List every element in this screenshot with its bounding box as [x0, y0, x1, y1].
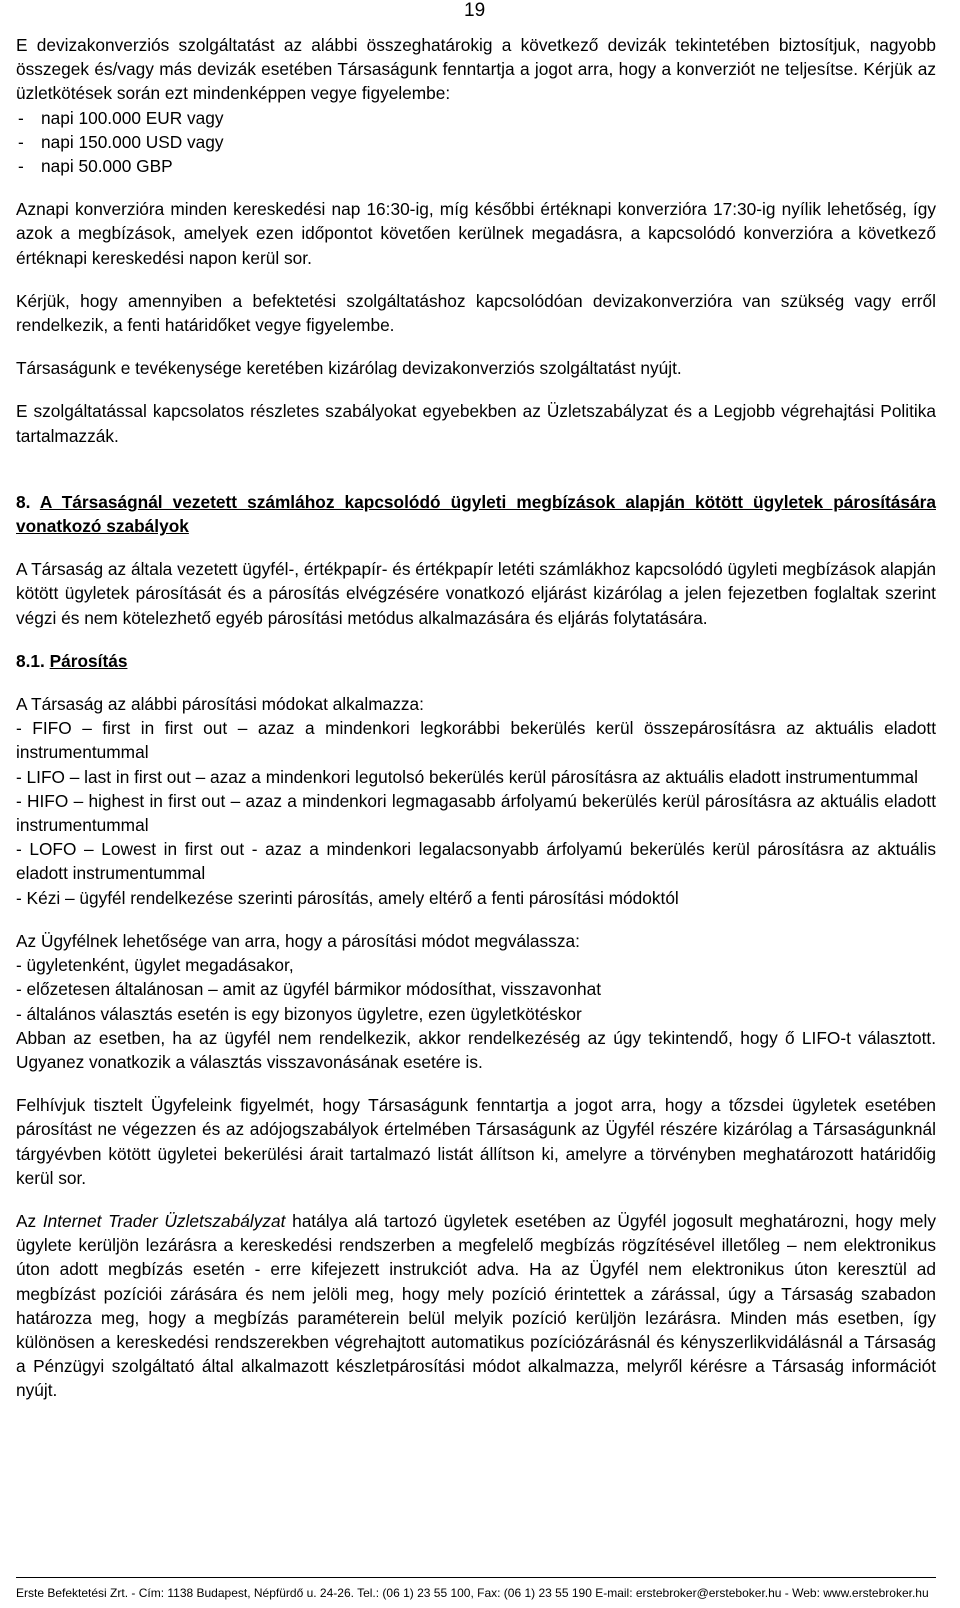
page-number: 19 [464, 0, 486, 21]
list-item: - napi 150.000 USD vagy [18, 131, 224, 152]
paragraph-matching-methods-intro: A Társaság az alábbi párosítási módokat alkalmazza: [16, 694, 424, 715]
paragraph-internet-trader: Az Internet Trader Üzletszabályzat hatálya alá tartozó ügyletek esetében az Ügyfél jogosult meghatározni, hogy mely ügylete kerüljön lezárásra a kereskedési rendszerben a megfelelő megbízás rögzítésével illetőleg – nem elektronikus úton adott megbízás esetén - erre kifejezett instrukciót adva. Ha az Ügyfél nem elektronikus úton keresztül ad megbízást pozíciói zárására és nem jelöli meg, hogy mely pozíció érintettek a zárással, úgy a Társaság szabadon határozza meg, hogy a megbízás paraméterein belül melyik pozíció kerüljön lezárásra. Minden más esetben, így különösen a kereskedési rendszerekben végrehajtott automatikus pozíciózárásnál és kényszerlikvidálásnál a Társaság a Pénzügyi szolgáltató által alkalmazott készletpárosítási módot alkalmazza, melyről kérésre a Társaság információt nyújt. [16, 1210, 937, 1401]
paragraph-matching-rules: A Társaság az általa vezetett ügyfél-, értékpapír- és értékpapír letéti számlákhoz kapcsolódó ügyleti megbízások alapján kötött ügyletek párosítását és a párosítás elvégzésére vonatkozó eljárást kizárólag a jelen fejezetben foglaltak szerint végzi és nem kötelezhető egyéb párosítási metódus alkalmazására és eljárás folytatására. [16, 559, 936, 628]
paragraph-conversion-limits: E devizakonverziós szolgáltatást az alábbi összeghatárokig a következő devizák tekintetében biztosítjuk, nagyobb összegek és/vagy más devizák esetében Társaságunk fenntartja a jogot arra, hogy a konverziót ne teljesítse. Kérjük az üzletkötések során ezt mindenképpen vegye figyelembe: [16, 35, 936, 104]
paragraph-choice-intro: Az Ügyfélnek lehetősége van arra, hogy a párosítási módot megválassza: [16, 930, 580, 951]
list-item: - LOFO – Lowest in first out - azaz a mindenkori legalacsonyabb árfolyamú bekerülés kerül párosításra az aktuális eladott instrumentummal [16, 839, 936, 884]
paragraph-deadlines: Aznapi konverzióra minden kereskedési nap 16:30-ig, míg későbbi értéknapi konverzióra 17:30-ig nyílik lehetőség, így azok a megbízások, amelyek ezen időpontot követően kerülnek megadásra, a kapcsolódó konverzióra a következő értéknapi kereskedési napon kerül sor. [16, 199, 936, 268]
list-item: - HIFO – highest in first out – azaz a mindenkori legmagasabb árfolyamú bekerülés kerül párosításra az aktuális eladott instrumentummal [16, 790, 936, 836]
paragraph-rules-reference: E szolgáltatással kapcsolatos részletes szabályokat egyebekben az Üzletszabályzat és a Legjobb végrehajtási Politika tartalmazzák. [16, 401, 936, 446]
section-8-heading: 8. A Társaságnál vezetett számlához kapcsolódó ügyleti megbízások alapján kötött ügyletek párosítására vonatkozó szabályok [16, 491, 936, 537]
paragraph-default-lifo: Abban az esetben, ha az ügyfél nem rendelkezik, akkor rendelkezéség az úgy tekintendő, hogy ő LIFO-t választott. Ugyanez vonatkozik a választás visszavonásának esetére is. [16, 1027, 936, 1072]
list-item: - LIFO – last in first out – azaz a mindenkori legutolsó bekerülés kerül párosításra az aktuális eladott instrumentummal [16, 766, 918, 787]
paragraph-service-scope: Társaságunk e tevékenysége keretében kizárólag devizakonverziós szolgáltatást nyújt. [16, 358, 682, 379]
section-8-1-heading: 8.1. Párosítás [16, 650, 128, 671]
list-item: - FIFO – first in first out – azaz a mindenkori legkorábbi bekerülés kerül összepárosításra az aktuális eladott instrumentummal [16, 718, 936, 763]
list-item: - Kézi – ügyfél rendelkezése szerinti párosítás, amely eltérő a fenti párosítási módoktól [16, 887, 679, 908]
paragraph-deadline-notice: Kérjük, hogy amennyiben a befektetési szolgáltatáshoz kapcsolódóan devizakonverzióra van szükség vagy erről rendelkezik, a fenti határidőket vegye figyelembe. [16, 290, 936, 336]
limit-list [16, 106, 936, 179]
list-item: - ügyletenként, ügylet megadásakor, [16, 955, 294, 976]
page-footer: Erste Befektetési Zrt. - Cím: 1138 Budapest, Népfürdő u. 24-26. Tel.: (06 1) 23 55 100, Fax: (06 1) 23 55 190 E-mail: erstebroker@ersteboker.hu - Web: www.erstebroker.hu [16, 1577, 936, 1602]
list-item: - napi 100.000 EUR vagy [18, 107, 224, 128]
paragraph-exchange-notice: Felhívjuk tisztelt Ügyfeleink figyelmét, hogy Társaságunk fenntartja a jogot arra, hogy a tőzsdei ügyletek esetében párosítást ne végezzen és az adójogszabályok értelmében Társaságunk az Ügyfél részére kizárólag a Társaságunknál tárgyévben kötött ügyletei bekerülési árait tartalmazó listát állítson ki, amelyre a törvényben meghatározott határidőig kerül sor. [16, 1095, 936, 1188]
document-body [16, 33, 936, 1403]
rulebook-name: Internet Trader Üzletszabályzat [42, 1210, 286, 1231]
list-item: - napi 50.000 GBP [18, 156, 173, 177]
list-item: - általános választás esetén is egy bizonyos ügyletre, ezen ügyletkötéskor [16, 1003, 582, 1024]
list-item: - előzetesen általánosan – amit az ügyfél bármikor módosíthat, visszavonhat [16, 979, 601, 1000]
